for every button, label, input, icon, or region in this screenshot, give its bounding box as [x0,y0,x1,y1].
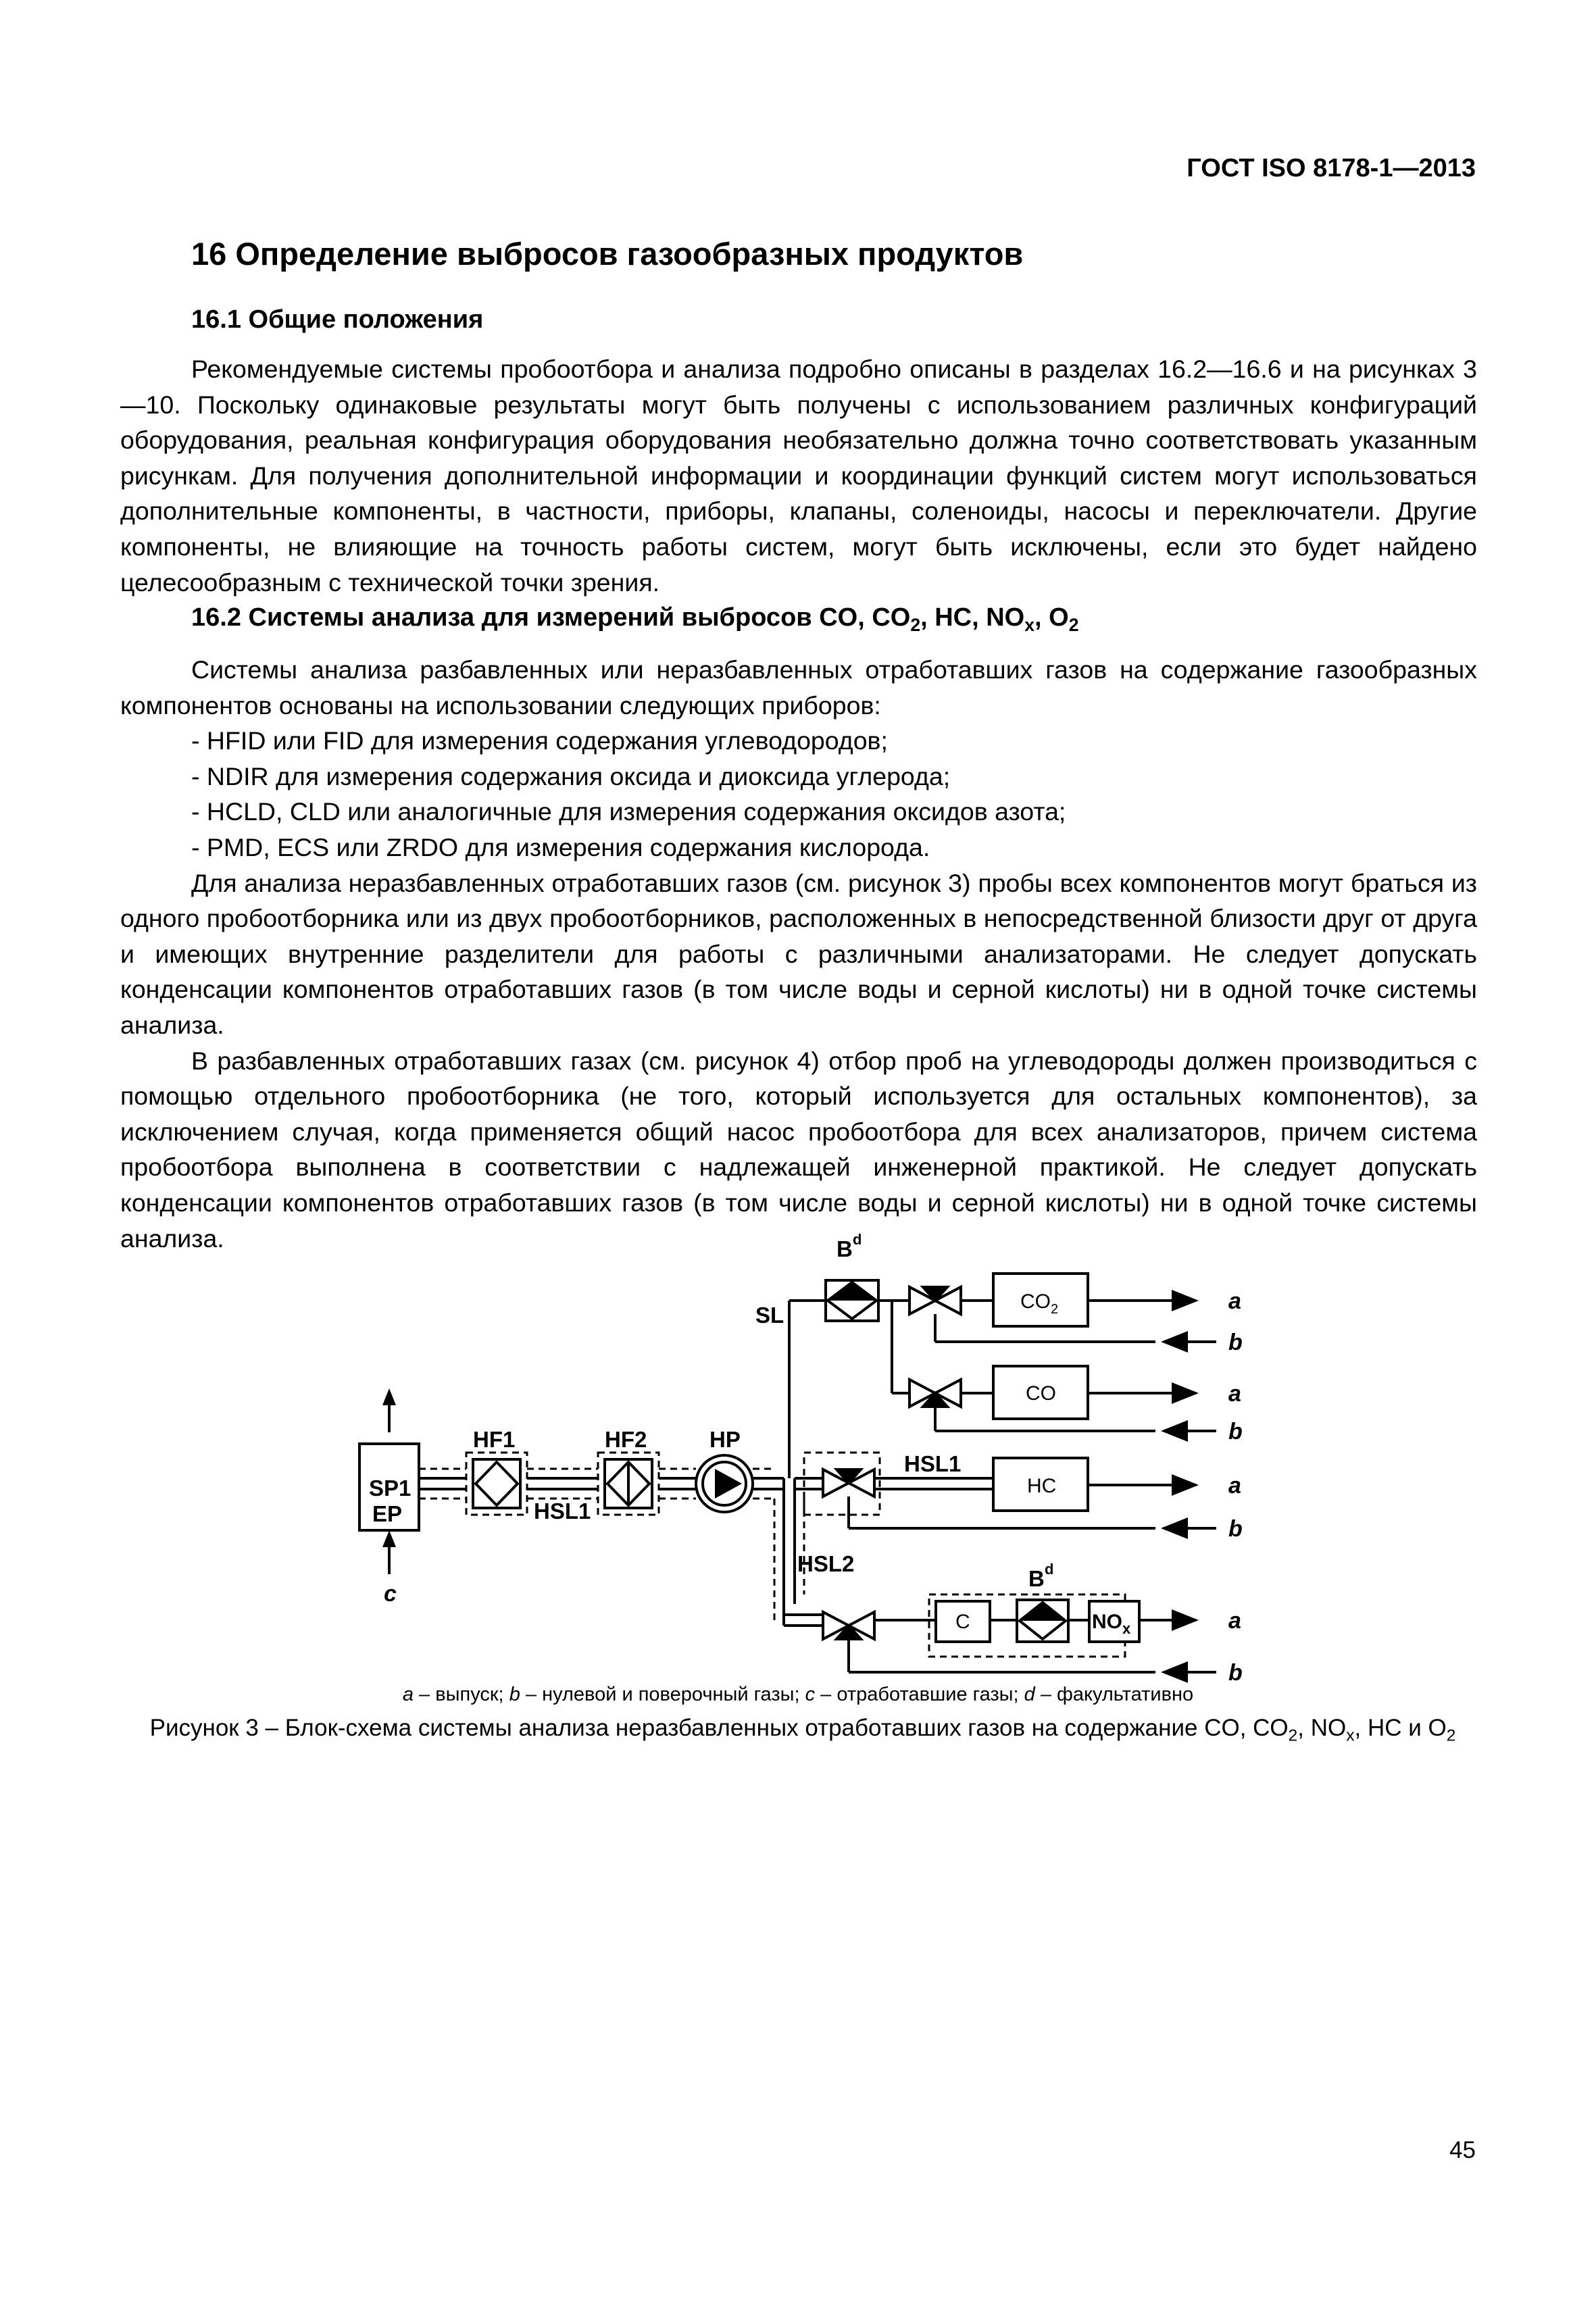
paragraph: В разбавленных отработавших газах (см. рисунок 4) отбор проб на углеводороды должен производиться с помощью отдельного пробоотборника (не того, который используется для остальных компонентов), за исключением случая, когда применяется общий насос пробоотбора для всех анализаторов, причем система пробоотбора выполнена в соответствии с надлежащей инженерной практикой. Не следует допускать конденсации компонентов отработавших газов (в том числе воды и серной кислоты) ни в одной точке системы анализа. [120,1046,1477,1253]
label-out-b: b [1228,1516,1243,1542]
label-hsl1-main: HSL1 [534,1499,591,1524]
list-item: - HCLD, CLD или аналогичные для измерения содержания оксидов азота; [191,797,1066,826]
filter-icon [476,1462,518,1505]
arrow-up-icon [382,1388,396,1405]
label-nox: $NO_x$ [1092,1611,1131,1637]
label-ep: EP [372,1501,403,1526]
pump-icon [715,1469,742,1499]
figure-key: a – выпуск; b – нулевой и поверочный газы; c – отработавшие газы; d – факультативно [402,1684,1194,1705]
arrow-up-icon [382,1530,396,1547]
label-out-a: a [1228,1608,1241,1634]
list-item: - PMD, ECS или ZRDO для измерения содержания кислорода. [191,832,930,861]
label-bd-top: B [837,1236,853,1261]
label-sl: SL [755,1303,784,1328]
label-sp1: SP1 [369,1476,412,1501]
label-c-input: c [384,1581,397,1607]
label-bd-bottom: B [1028,1566,1045,1591]
label-bd-bottom-sup: d [1045,1561,1054,1578]
paragraph: Системы анализа разбавленных или неразбавленных отработавших газов на содержание газообразных компонентов основаны на использовании следующих приборов: [120,655,1477,720]
paragraph: Рекомендуемые системы пробоотбора и анализа подробно описаны в разделах 16.2—16.6 и на рисунках 3—10. Поскольку одинаковые результаты могут быть получены с использованием различных конфигураций оборудования, реальная конфигурация оборудования необязательно должна точно соответствовать указанным рисункам. Для получения дополнительной информации и координации функций систем могут использоваться дополнительные компоненты, в частности, приборы, клапаны, соленоиды, насосы и переключатели. Другие компоненты, не влияющие на точность работы систем, могут быть исключены, если это будет найдено целесообразным с технической точки зрения. [120,355,1477,597]
page-number: 45 [1449,2137,1476,2163]
figure-caption: Рисунок 3 – Блок-схема системы анализа неразбавленных отработавших газов на содержание CO, $CO_2$, $NO_x$, HC и $O_2$ [149,1715,1456,1745]
label-hf1: HF1 [473,1427,516,1452]
label-out-b: b [1228,1660,1243,1686]
label-converter: C [955,1611,970,1633]
label-co2: $CO_2$ [1020,1290,1059,1317]
label-hsl2: HSL2 [797,1551,855,1576]
heated-filter-hf1 [473,1459,520,1508]
label-out-a: a [1228,1288,1241,1314]
label-hp: HP [709,1427,741,1452]
list-item: - NDIR для измерения содержания оксида и диоксида углерода; [191,761,951,790]
list-item: - HFID или FID для измерения содержания углеводородов; [191,726,888,755]
paragraph: Для анализа неразбавленных отработавших газов (см. рисунок 3) пробы всех компонентов могут браться из одного пробоотборника или из двух пробоотборников, расположенных в непосредственной близости друг от друга и имеющих внутренние разделители для работы с различными анализаторами. Не следует допускать конденсации компонентов отработавших газов (в том числе воды и серной кислоты) ни в одной точке системы анализа. [120,868,1477,1039]
label-out-a: a [1228,1381,1241,1407]
label-co: CO [1026,1382,1056,1405]
label-out-b: b [1228,1419,1243,1444]
section-16-2-title: 16.2 Системы анализа для измерений выбросов CO, $CO_2$, HC, $NO_x$, $O_2$ [191,603,1079,635]
label-bd-top-sup: d [853,1231,862,1248]
label-hsl1-branch: HSL1 [904,1451,962,1476]
section-16-1-title: 16.1 Общие положения [191,305,484,334]
label-out-a: a [1228,1473,1241,1499]
standard-designation: ГОСТ ISO 8178-1—2013 [1187,154,1476,182]
label-out-b: b [1228,1330,1243,1355]
section-16-title: 16 Определение выбросов газообразных продуктов [191,236,1024,272]
label-hf2: HF2 [605,1427,647,1452]
dryer-icon [828,1282,876,1301]
label-hc: HC [1027,1475,1057,1497]
